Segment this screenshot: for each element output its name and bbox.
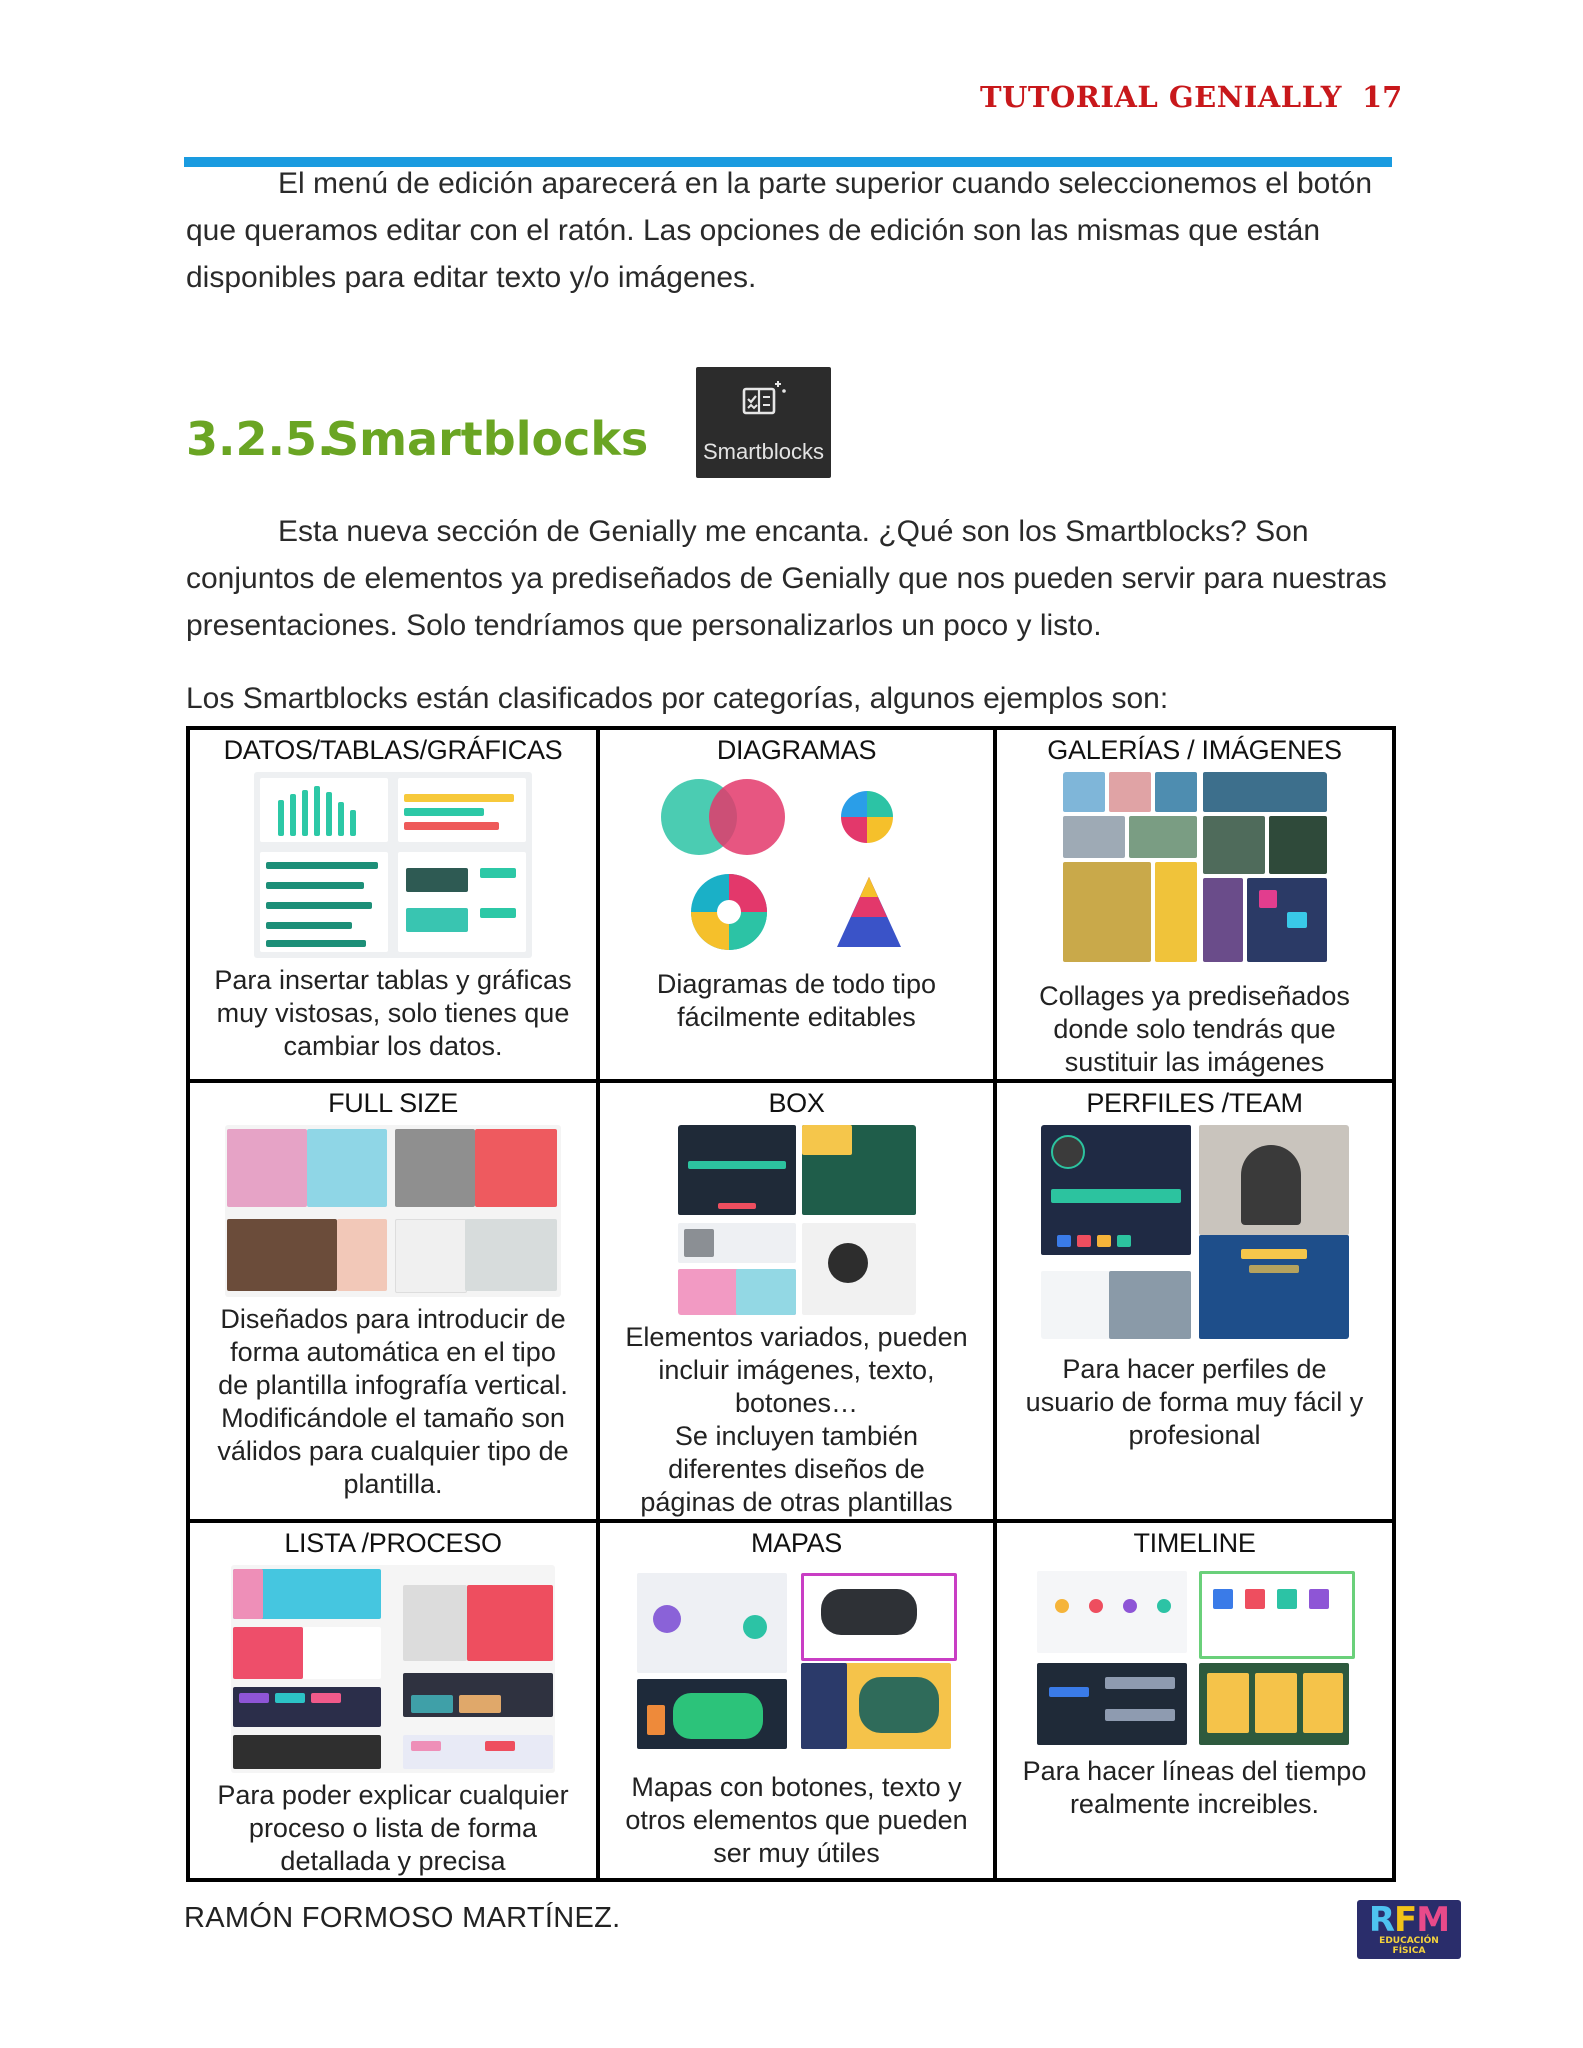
section-title: Smartblocks bbox=[326, 412, 649, 466]
cell-title-perfiles: PERFILES /TEAM bbox=[1086, 1088, 1303, 1118]
cell-title-datos: DATOS/TABLAS/GRÁFICAS bbox=[223, 735, 563, 765]
body-paragraph-2: Los Smartblocks están clasificados por categorías, algunos ejemplos son: bbox=[186, 682, 1169, 715]
rfm-logo bbox=[1357, 1900, 1461, 1959]
footer-author: RAMÓN FORMOSO MARTÍNEZ. bbox=[184, 1902, 621, 1934]
thumb-box bbox=[678, 1125, 916, 1315]
cell-fullsize bbox=[188, 1081, 598, 1521]
thumb-fullsize bbox=[225, 1125, 561, 1297]
thumb-diagramas bbox=[649, 772, 945, 962]
section-number: 3.2.5. bbox=[186, 412, 335, 466]
page-number: 17 bbox=[1362, 80, 1403, 114]
cell-title-lista: LISTA /PROCESO bbox=[284, 1528, 502, 1558]
cell-lista bbox=[188, 1521, 598, 1880]
smartblocks-button bbox=[696, 367, 831, 478]
thumb-datos bbox=[254, 772, 532, 958]
cell-desc-diagramas: Diagramas de todo tipo fácilmente editables bbox=[656, 969, 937, 1032]
cell-title-galerias: GALERÍAS / IMÁGENES bbox=[1047, 735, 1342, 765]
logo-letter-f: F bbox=[1394, 1900, 1417, 1940]
body-paragraph-1 bbox=[186, 508, 1396, 649]
cell-desc-perfiles: Para hacer perfiles de usuario de forma muy fácil y profesional bbox=[1025, 1354, 1364, 1450]
cell-desc-timeline: Para hacer líneas del tiempo realmente increibles. bbox=[1022, 1756, 1367, 1819]
cell-title-box: BOX bbox=[768, 1088, 825, 1118]
logo-letter-r: R bbox=[1368, 1900, 1395, 1940]
body-text-1: Esta nueva sección de Genially me encanta. ¿Qué son los Smartblocks? Son conjuntos de elementos ya prediseñados de Genially que nos pueden servir para nuestras presentaciones. Solo tendríamos que personalizarlos un poco y listo. bbox=[186, 515, 1387, 642]
cell-desc-box: Elementos variados, pueden incluir imágenes, texto, botones… Se incluyen también diferentes diseños de páginas de otras plantillas bbox=[625, 1322, 968, 1517]
cell-perfiles bbox=[995, 1081, 1394, 1521]
cell-desc-galerias: Collages ya prediseñados donde solo tendrás que sustituir las imágenes bbox=[1039, 981, 1350, 1077]
cell-title-fullsize: FULL SIZE bbox=[328, 1088, 458, 1118]
cell-desc-mapas: Mapas con botones, texto y otros elementos que pueden ser muy útiles bbox=[625, 1772, 968, 1868]
categories-table bbox=[186, 726, 1396, 1882]
cell-desc-datos: Para insertar tablas y gráficas muy vistosas, solo tienes que cambiar los datos. bbox=[214, 965, 572, 1061]
diagram-preview bbox=[649, 772, 945, 962]
cell-title-diagramas: DIAGRAMAS bbox=[716, 735, 877, 765]
header-title: TUTORIAL GENIALLY bbox=[980, 80, 1342, 114]
cell-mapas bbox=[598, 1521, 995, 1880]
cell-datos bbox=[188, 728, 598, 1081]
intro-text: El menú de edición aparecerá en la parte superior cuando seleccionemos el botón que queramos editar con el ratón. Las opciones de edición son las mismas que están disponibles para editar texto y/o imágenes. bbox=[186, 167, 1373, 294]
logo-sub-1: EDUCACIÓN bbox=[1379, 1936, 1439, 1946]
thumb-perfiles bbox=[1041, 1125, 1349, 1339]
cell-desc-lista: Para poder explicar cualquier proceso o lista de forma detallada y precisa bbox=[217, 1780, 569, 1876]
thumb-timeline bbox=[1035, 1565, 1355, 1749]
cell-timeline bbox=[995, 1521, 1394, 1880]
thumb-mapas bbox=[633, 1565, 961, 1753]
smartblocks-label: Smartblocks bbox=[702, 439, 825, 464]
cell-title-timeline: TIMELINE bbox=[1133, 1528, 1256, 1558]
smartblocks-icon bbox=[740, 377, 788, 421]
section-heading bbox=[186, 412, 648, 466]
thumb-galerias bbox=[1063, 772, 1327, 966]
cell-desc-fullsize: Diseñados para introducir de forma automática en el tipo de plantilla infografía vertical. Modificándole el tamaño son válidos para cualquier tipo de plantilla. bbox=[217, 1304, 569, 1499]
cell-diagramas bbox=[598, 728, 995, 1081]
cell-galerias bbox=[995, 728, 1394, 1081]
cell-box bbox=[598, 1081, 995, 1521]
cell-title-mapas: MAPAS bbox=[750, 1528, 843, 1558]
logo-letter-m: M bbox=[1416, 1900, 1450, 1940]
logo-sub-2: FÍSICA bbox=[1392, 1946, 1426, 1956]
intro-paragraph bbox=[186, 160, 1396, 301]
thumb-lista bbox=[231, 1565, 555, 1773]
